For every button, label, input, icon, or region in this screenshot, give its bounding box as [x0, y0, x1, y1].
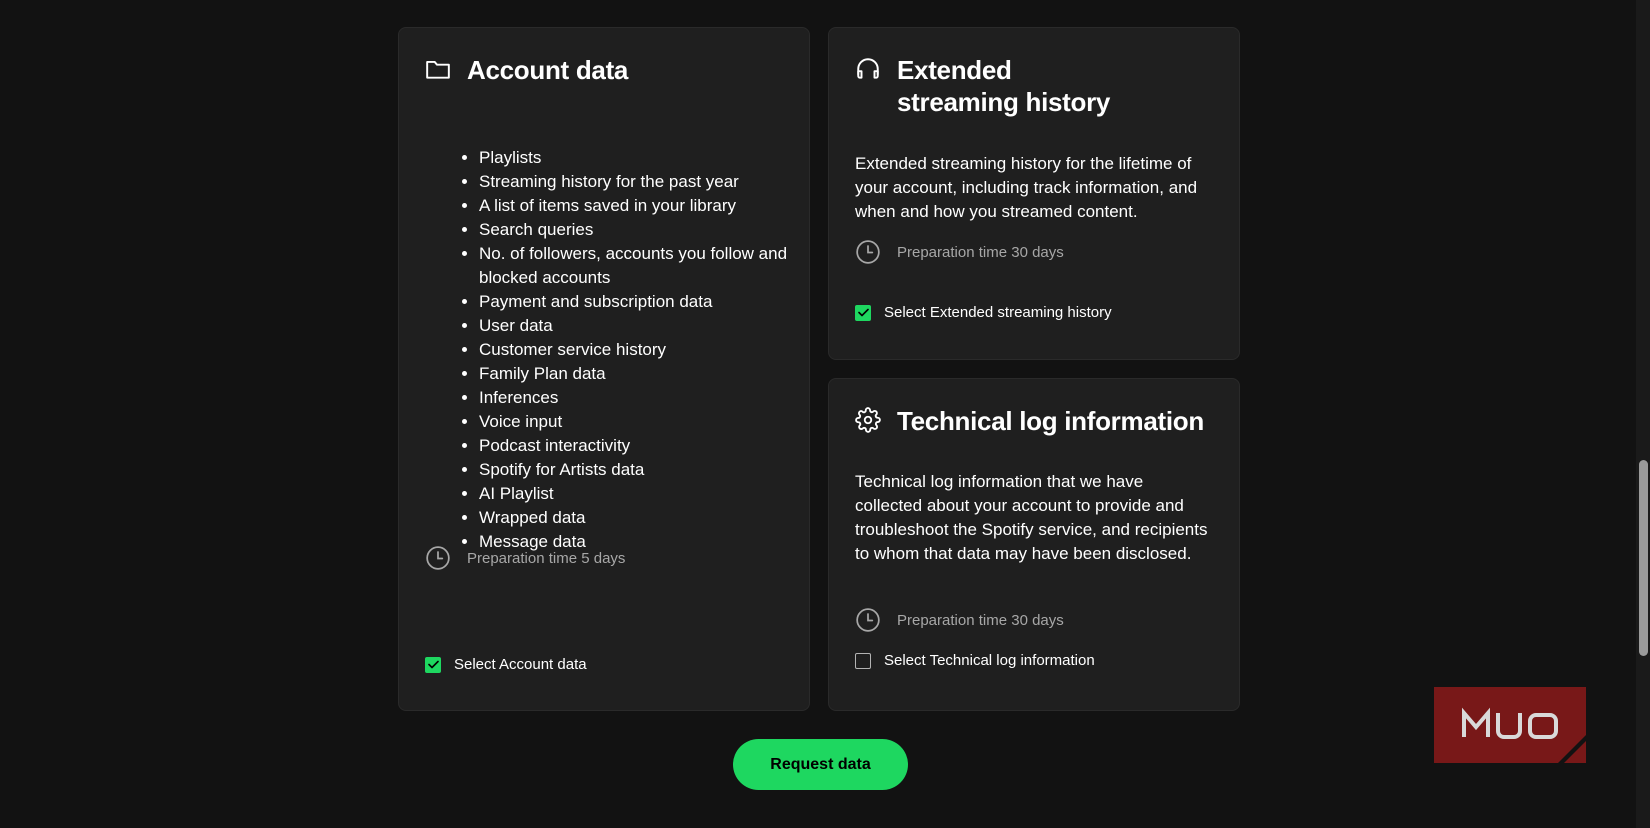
- technical-log-header: [855, 405, 1204, 437]
- extended-streaming-checkbox[interactable]: [855, 305, 871, 321]
- account-data-list-item: • Streaming history for the past year: [479, 170, 799, 194]
- account-data-list-item: • Message data: [479, 530, 799, 554]
- technical-log-card: [828, 378, 1240, 711]
- extended-preparation-time: [855, 239, 1064, 265]
- clock-icon: [855, 239, 881, 265]
- extended-streaming-title: Extended streaming history: [897, 55, 1111, 117]
- technical-preparation-time: [855, 607, 1064, 633]
- account-data-card: [398, 27, 810, 711]
- account-data-list-item: • Podcast interactivity: [479, 434, 799, 458]
- technical-log-title: Technical log information: [897, 406, 1204, 436]
- technical-log-checkbox[interactable]: [855, 653, 871, 669]
- scrollbar-track[interactable]: [1636, 0, 1650, 828]
- account-data-header: [425, 54, 628, 86]
- extended-preparation-label: Preparation time 30 days: [897, 243, 1064, 261]
- account-data-title: Account data: [467, 55, 629, 85]
- account-data-list-item: • Playlists: [479, 146, 799, 170]
- account-data-list-item: • User data: [479, 314, 799, 338]
- gear-icon: [855, 407, 881, 433]
- scrollbar-thumb[interactable]: [1639, 460, 1648, 656]
- headphones-icon: [855, 56, 881, 82]
- account-data-list-item: • Payment and subscription data: [479, 290, 799, 314]
- clock-icon: [425, 545, 451, 571]
- technical-log-description: Technical log information that we have collected about your account to provide and troubleshoot the Spotify service, and recipients to whom that data may have been disclosed.: [855, 472, 1208, 563]
- select-technical-log-label: Select Technical log information: [884, 652, 1095, 669]
- account-data-list-item: • Wrapped data: [479, 506, 799, 530]
- checkmark-icon: [428, 660, 439, 669]
- account-data-list-item: • Voice input: [479, 410, 799, 434]
- request-data-button[interactable]: Request data: [733, 739, 908, 790]
- account-data-list-item: • AI Playlist: [479, 482, 799, 506]
- account-data-list-item: • Spotify for Artists data: [479, 458, 799, 482]
- select-extended-streaming-label: Select Extended streaming history: [884, 304, 1112, 321]
- account-data-list-item: • Inferences: [479, 386, 799, 410]
- extended-streaming-history-card: [828, 27, 1240, 360]
- account-preparation-label: Preparation time 5 days: [467, 549, 626, 567]
- clock-icon: [855, 607, 881, 633]
- extended-streaming-description: Extended streaming history for the lifetime of your account, including track information, and when and how you streamed content.: [855, 154, 1198, 221]
- account-preparation-time: [425, 545, 625, 571]
- folder-icon: [425, 56, 451, 82]
- select-extended-streaming-history[interactable]: [855, 304, 1112, 321]
- account-data-list-item: • A list of items saved in your library: [479, 194, 799, 218]
- account-data-list-item: • Customer service history: [479, 338, 799, 362]
- account-data-checkbox[interactable]: [425, 657, 441, 673]
- technical-preparation-label: Preparation time 30 days: [897, 611, 1064, 629]
- account-data-list-item: • No. of followers, accounts you follow and blocked accounts: [479, 242, 799, 290]
- checkmark-icon: [858, 308, 869, 317]
- select-account-data[interactable]: [425, 656, 587, 673]
- account-data-list: [459, 146, 799, 554]
- select-account-data-label: Select Account data: [454, 656, 587, 673]
- muo-watermark-logo: [1434, 687, 1586, 763]
- account-data-list-item: • Search queries: [479, 218, 799, 242]
- account-data-list-item: • Family Plan data: [479, 362, 799, 386]
- select-technical-log-information[interactable]: [855, 652, 1095, 669]
- extended-streaming-header: [855, 54, 1127, 118]
